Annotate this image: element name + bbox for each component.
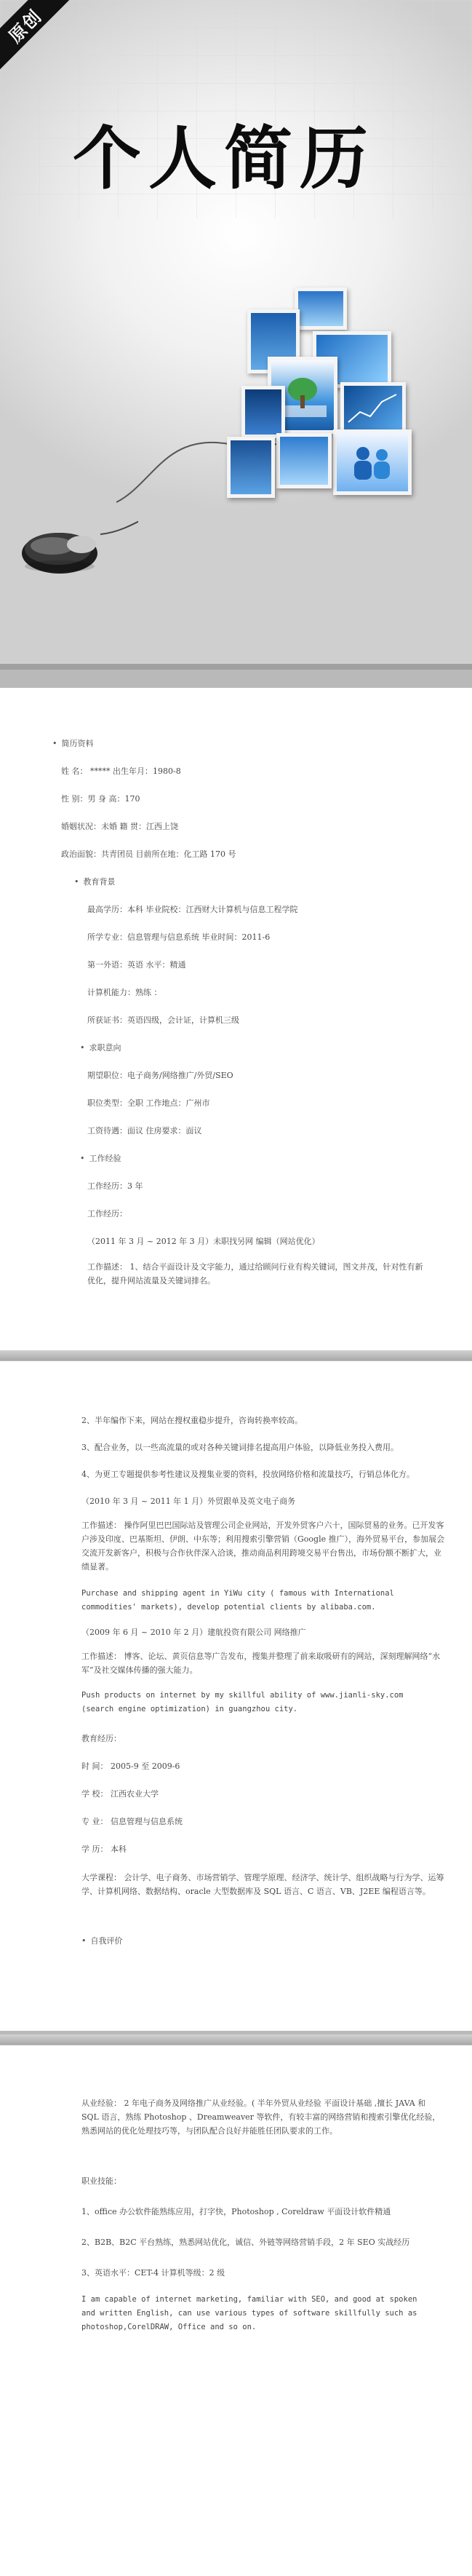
skill-item-3: 3、英语水平：CET-4 计算机等级：2 级 bbox=[81, 2268, 225, 2278]
screen-thumbnail bbox=[340, 382, 406, 435]
field-name: 姓 名： ***** 出生年月：1980-8 bbox=[61, 766, 181, 776]
skills-label: 职业技能： bbox=[81, 2176, 121, 2186]
resume-page-1 bbox=[0, 688, 472, 1350]
people-icon bbox=[337, 433, 408, 491]
screen-thumbnail bbox=[276, 433, 332, 488]
chart-icon bbox=[344, 386, 402, 431]
cover-page bbox=[0, 0, 472, 670]
field-gender: 性 别：男 身 高：170 bbox=[61, 794, 140, 804]
section-heading-experience: • 工作经验 bbox=[80, 1154, 121, 1164]
job3-description: 工作描述： 博客、论坛、黄页信息等广告发布，搜集并整理了前来取吸研有的网站，深刻理解网络“水军”及社交媒体传播的强大能力。 bbox=[81, 1652, 441, 1675]
job1-description: 工作描述： 1、结合平面设计及文字能力，通过给顾问行业有构关键词，图文并茂，针对性有新优化，提升网站流量及关键词排名。 bbox=[87, 1262, 423, 1285]
field-major: 所学专业：信息管理与信息系统 毕业时间：2011-6 bbox=[87, 932, 271, 942]
job2-english: Purchase and shipping agent in YiWu city ( famous with International commodities' markets), develop potential clients by alibaba.com. bbox=[81, 1589, 394, 1612]
job1-item-2: 2、半年编作下来，网站在搜权重稳步提升，咨询转换率较高。 bbox=[81, 1416, 303, 1425]
screen-thumbnail bbox=[241, 386, 285, 438]
cover-title: 个人简历 bbox=[73, 119, 376, 199]
field-politics: 政治面貌：共青团员 目前所在地：化工路 170 号 bbox=[61, 849, 236, 859]
section-heading-basic: • 简历资料 bbox=[52, 739, 94, 749]
field-degree: 最高学历：本科 毕业院校：江西财大计算机与信息工程学院 bbox=[87, 905, 298, 914]
field-industry: 期望职位：电子商务/网络推广/外贸/SEO bbox=[87, 1071, 233, 1080]
screen-thumbnail bbox=[333, 429, 412, 495]
education-school: 学 校： 江西农业大学 bbox=[81, 1789, 159, 1799]
cover-bottom-bar bbox=[0, 664, 472, 670]
job3-title: （2009 年 6 月 ~ 2010 年 2 月）建航投资有限公司 网络推广 bbox=[81, 1628, 306, 1637]
resume-page-2 bbox=[0, 1361, 472, 2031]
skill-item-1: 1、office 办公软件能熟练应用，打字快，Photoshop , Coreldraw 平面设计软件精通 bbox=[81, 2207, 391, 2216]
field-salary: 工资待遇：面议 住房要求：面议 bbox=[87, 1126, 202, 1136]
computer-mouse-icon bbox=[15, 502, 138, 582]
original-badge-label: 原创 bbox=[4, 5, 47, 47]
education-label: 教育经历： bbox=[81, 1734, 121, 1743]
job1-item-3: 3、配合业务，以一些高流量的或对各种关键词排名提高用户体验，以降低业务投入费用。 bbox=[81, 1443, 399, 1452]
job2-title: （2010 年 3 月 ~ 2011 年 1 月）外贸跟单及英文电子商务 bbox=[81, 1497, 296, 1506]
job1-title: （2011 年 3 月 ~ 2012 年 3 月）未职找另网 编辑（网站优化） bbox=[87, 1237, 320, 1246]
field-language: 第一外语：英语 水平：精通 bbox=[87, 960, 186, 970]
section-heading-intent: • 求职意向 bbox=[80, 1043, 121, 1053]
field-job-type: 职位类型：全职 工作地点：广州市 bbox=[87, 1098, 210, 1108]
job2-description: 工作描述： 操作阿里巴巴国际站及管理公司企业网站，开发外贸客户六十，国际贸易的业务。已开发客户涉及印度、巴基斯坦、伊朗、中东等；利用搜索引擎营销（Google 推广），海外贸易平台，参加展会交流开发新客户，积极与合作伙伴深入洽谈，推动商品利用跨境交易平台售出，市场份额不断扩大，业绩显著。 bbox=[81, 1521, 445, 1572]
field-computer: 计算机能力：熟练 ： bbox=[87, 988, 162, 997]
education-time: 时 间： 2005-9 至 2009-6 bbox=[81, 1761, 180, 1771]
page-divider bbox=[0, 1350, 472, 1360]
education-degree: 学 历： 本科 bbox=[81, 1844, 127, 1854]
skills-english: I am capable of internet marketing, familiar with SEO, and good at spoken and written English, can use various types of software skillfully such as photoshop,CorelDRAW, Office and so on. bbox=[81, 2295, 417, 2331]
screen-thumbnail bbox=[227, 437, 275, 498]
section-heading-self-evaluation: • 自我评价 bbox=[81, 1936, 123, 1946]
field-certificates: 所获证书：英语四级，会计证，计算机三级 bbox=[87, 1015, 239, 1025]
field-marital: 婚姻状况：未婚 籍 贯：江西上饶 bbox=[61, 822, 178, 831]
page-divider bbox=[0, 2034, 472, 2045]
job1-item-4: 4、为更工专题提供参考性建议及搜集业要的资料，投放网络价格和流量技巧，行销总体化方。 bbox=[81, 1470, 415, 1479]
courses: 大学课程： 会计学、电子商务、市场营销学、管理学原理、经济学、统计学、组织战略与行为学、运筹学、计算机网络、数据结构、oracle 大型数据库及 SQL 语言、C 语言、VB、J2EE 编程语言等。 bbox=[81, 1873, 444, 1896]
education-major: 专 业： 信息管理与信息系统 bbox=[81, 1817, 183, 1826]
job3-english: Push products on internet by my skillful ability of www.jianli-sky.com (search engine optimization) in guangzhou city. bbox=[81, 1691, 404, 1713]
skill-item-2: 2、B2B、B2C 平台熟练，熟悉网站优化，诚信、外链等网络营销手段，2 年 SEO 实战经历 bbox=[81, 2238, 410, 2247]
resume-page-3 bbox=[0, 2045, 472, 2576]
section-heading-education: • 教育背景 bbox=[74, 877, 116, 887]
screen-thumbnail bbox=[295, 288, 347, 330]
self-evaluation-text: 从业经验： 2 年电子商务及网络推广从业经验。( 半年外贸从业经验 平面设计基础 ,擅长 JAVA 和 SQL 语言，熟练 Photoshop 、Dreamweaver 等软件，有较丰富的网络营销和搜索引擎优化经验，熟悉网站的优化处理技巧等，与团队配合良好并能胜任团队要求的工作。 bbox=[81, 2099, 441, 2136]
work-label: 工作经历： bbox=[87, 1209, 127, 1218]
field-years: 工作经历：3 年 bbox=[87, 1181, 143, 1191]
